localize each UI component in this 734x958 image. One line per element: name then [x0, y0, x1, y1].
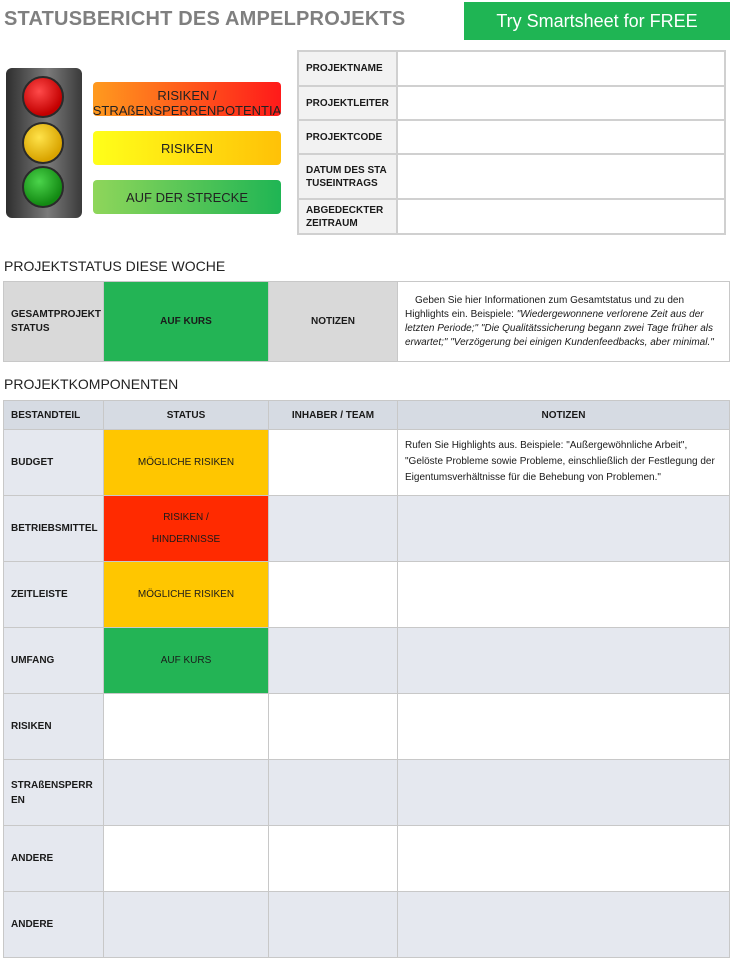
table-row [4, 694, 730, 760]
info-value-datum[interactable] [397, 154, 725, 199]
info-value-projektname[interactable] [397, 51, 725, 86]
info-value-projektleiter[interactable] [397, 86, 725, 120]
page-title: STATUSBERICHT DES AMPELPROJEKTS [4, 8, 406, 30]
component-notes[interactable] [398, 760, 730, 826]
component-name: BETRIEBSMITTEL [4, 496, 104, 562]
component-status[interactable] [104, 892, 269, 958]
components-table [3, 400, 730, 958]
component-owner[interactable] [269, 628, 398, 694]
component-name: RISIKEN [4, 694, 104, 760]
info-label-datum: DATUM DES STATUSEINTRAGS [298, 154, 397, 199]
table-row [4, 628, 730, 694]
component-notes[interactable] [398, 826, 730, 892]
column-header-owner: INHABER / TEAM [269, 401, 398, 430]
overall-status-label: GESAMTPROJEKT STATUS [4, 282, 104, 362]
component-owner[interactable] [269, 826, 398, 892]
yellow-light-icon [22, 122, 64, 164]
component-name: STRAßENSPERREN [4, 760, 104, 826]
table-row [4, 562, 730, 628]
table-row [4, 760, 730, 826]
info-value-projektcode[interactable] [397, 120, 725, 154]
column-header-status: STATUS [104, 401, 269, 430]
legend-red: RISIKEN / STRAßENSPERRENPOTENTIA [93, 82, 281, 116]
info-label-projektcode: PROJEKTCODE [298, 120, 397, 154]
week-status-table [3, 281, 730, 362]
component-notes[interactable] [398, 628, 730, 694]
legend-green: AUF DER STRECKE [93, 180, 281, 214]
component-notes[interactable]: Rufen Sie Highlights aus. Beispiele: "Außergewöhnliche Arbeit", "Gelöste Probleme sowie Probleme, einschließlich der Festlegung der Eigentumsverhältnisse für die Behebung von Problemen." [398, 430, 730, 496]
table-row [4, 826, 730, 892]
red-light-icon [22, 76, 64, 118]
component-owner[interactable] [269, 562, 398, 628]
traffic-light-icon [6, 68, 82, 218]
column-header-bestandteil: BESTANDTEIL [4, 401, 104, 430]
component-notes[interactable] [398, 892, 730, 958]
component-name: UMFANG [4, 628, 104, 694]
component-status[interactable] [104, 694, 269, 760]
week-notes-examples: "Wiedergewonnene verlorene Zeit aus der letzten Periode;" "Die Qualitätssicherung begann zwei Tage früher als erwartet;" "Verzögerung bei einigen Kundenfeedbacks, aber minimal." [405, 308, 714, 348]
component-owner[interactable] [269, 496, 398, 562]
info-label-projektname: PROJEKTNAME [298, 51, 397, 86]
component-notes[interactable] [398, 694, 730, 760]
component-status[interactable] [104, 760, 269, 826]
component-status[interactable]: MÖGLICHE RISIKEN [104, 562, 269, 628]
column-header-notes: NOTIZEN [398, 401, 730, 430]
table-row [4, 892, 730, 958]
component-owner[interactable] [269, 694, 398, 760]
week-notes-intro: Geben Sie hier Informationen zum Gesamtstatus und zu den Highlights ein. Beispiele: [405, 294, 685, 320]
component-name: ANDERE [4, 892, 104, 958]
component-status[interactable] [104, 826, 269, 892]
component-status[interactable]: MÖGLICHE RISIKEN [104, 430, 269, 496]
project-info-table [297, 50, 726, 235]
info-value-zeitraum[interactable] [397, 199, 725, 234]
green-light-icon [22, 166, 64, 208]
overall-status-badge[interactable]: AUF KURS [104, 282, 269, 362]
component-status[interactable]: RISIKEN / HINDERNISSE [104, 496, 269, 562]
week-notes-label: NOTIZEN [269, 282, 398, 362]
component-name: ANDERE [4, 826, 104, 892]
component-owner[interactable] [269, 892, 398, 958]
section-week-title: PROJEKTSTATUS DIESE WOCHE [4, 258, 226, 274]
table-row [4, 496, 730, 562]
info-label-projektleiter: PROJEKTLEITER [298, 86, 397, 120]
try-smartsheet-button[interactable]: Try Smartsheet for FREE [464, 2, 730, 40]
component-name: BUDGET [4, 430, 104, 496]
component-owner[interactable] [269, 760, 398, 826]
component-owner[interactable] [269, 430, 398, 496]
legend-yellow: RISIKEN [93, 131, 281, 165]
week-notes[interactable] [398, 282, 730, 362]
info-label-zeitraum: ABGEDECKTER ZEITRAUM [298, 199, 397, 234]
component-name: ZEITLEISTE [4, 562, 104, 628]
component-notes[interactable] [398, 496, 730, 562]
component-status[interactable]: AUF KURS [104, 628, 269, 694]
section-components-title: PROJEKTKOMPONENTEN [4, 376, 179, 392]
component-notes[interactable] [398, 562, 730, 628]
table-row [4, 430, 730, 496]
